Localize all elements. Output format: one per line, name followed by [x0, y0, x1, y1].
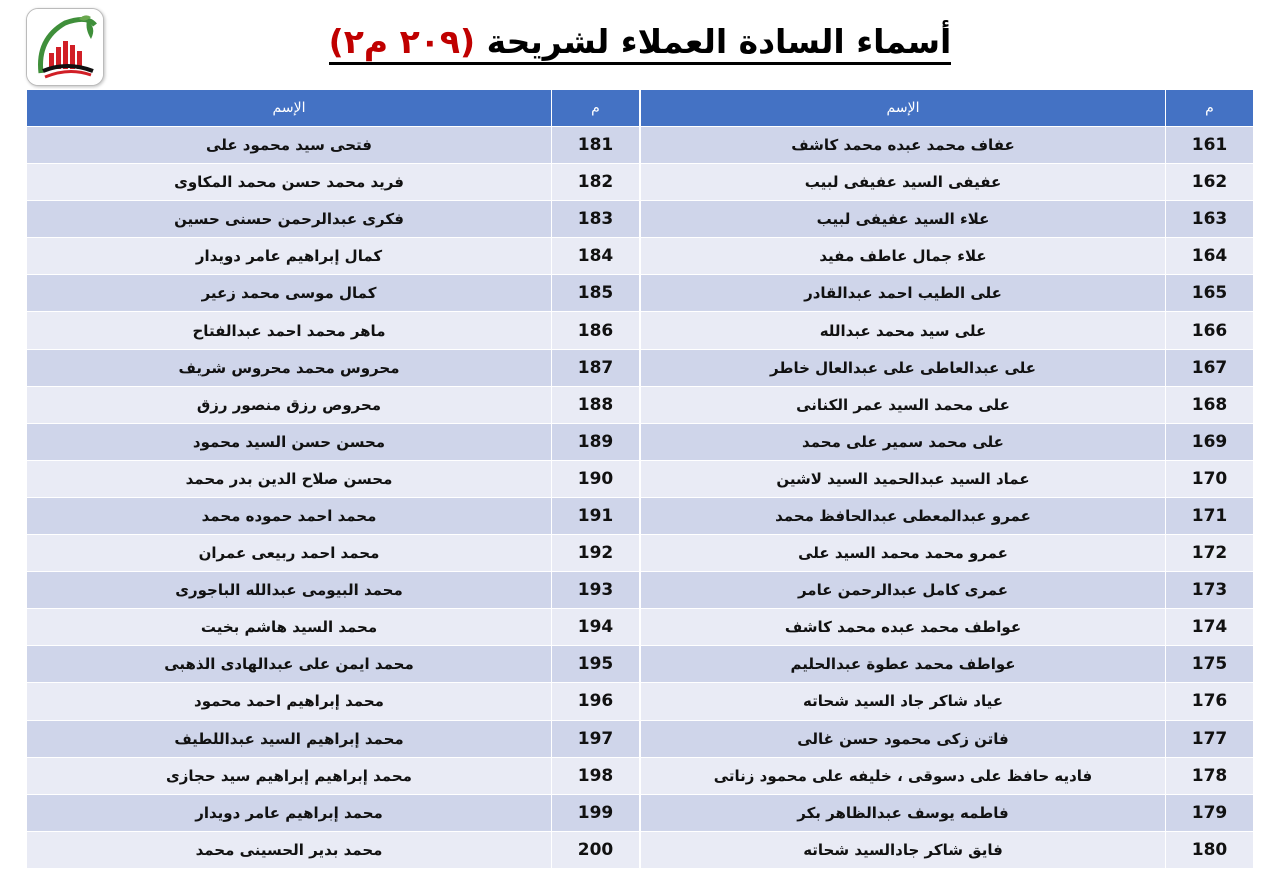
- row-number: 199: [552, 794, 640, 831]
- row-number: 165: [1166, 275, 1254, 312]
- table-header-row: [27, 90, 640, 127]
- row-number: 198: [552, 757, 640, 794]
- customer-name: محروص رزق منصور رزق: [27, 386, 552, 423]
- customer-name: محمد احمد حموده محمد: [27, 497, 552, 534]
- customer-name: علاء السيد عفيفى لبيب: [641, 201, 1166, 238]
- customer-name: محمد إبراهيم عامر دويدار: [27, 794, 552, 831]
- table-row: [27, 423, 640, 460]
- row-number: 196: [552, 683, 640, 720]
- table-row: [641, 386, 1254, 423]
- row-number: 184: [552, 238, 640, 275]
- row-number: 185: [552, 275, 640, 312]
- customer-name: على محمد سمير على محمد: [641, 423, 1166, 460]
- customer-name: على عبدالعاطى على عبدالعال خاطر: [641, 349, 1166, 386]
- row-number: 181: [552, 127, 640, 164]
- row-number: 192: [552, 535, 640, 572]
- customer-tables: [26, 89, 1254, 869]
- row-number: 193: [552, 572, 640, 609]
- row-number: 183: [552, 201, 640, 238]
- row-number: 177: [1166, 720, 1254, 757]
- customer-name: عماد السيد عبدالحميد السيد لاشين: [641, 460, 1166, 497]
- row-number: 178: [1166, 757, 1254, 794]
- table-row: [27, 201, 640, 238]
- column-header-number: م: [552, 90, 640, 127]
- title-segment: (٢٠٩ م٢): [328, 22, 476, 61]
- table-row: [641, 794, 1254, 831]
- row-number: 161: [1166, 127, 1254, 164]
- customer-name: فاطمه يوسف عبدالظاهر بكر: [641, 794, 1166, 831]
- row-number: 179: [1166, 794, 1254, 831]
- row-number: 172: [1166, 535, 1254, 572]
- table-header-row: [641, 90, 1254, 127]
- customer-name: محسن صلاح الدين بدر محمد: [27, 460, 552, 497]
- table-row: [641, 275, 1254, 312]
- row-number: 191: [552, 497, 640, 534]
- customer-name: عواطف محمد عطوة عبدالحليم: [641, 646, 1166, 683]
- table-row: [641, 831, 1254, 868]
- customer-name: فريد محمد حسن محمد المكاوى: [27, 164, 552, 201]
- customer-name: ماهر محمد احمد عبدالفتاح: [27, 312, 552, 349]
- customer-name: علاء جمال عاطف مفيد: [641, 238, 1166, 275]
- table-row: [27, 683, 640, 720]
- row-number: 167: [1166, 349, 1254, 386]
- customer-name: عواطف محمد عبده محمد كاشف: [641, 609, 1166, 646]
- row-number: 175: [1166, 646, 1254, 683]
- table-row: [641, 646, 1254, 683]
- table-row: [27, 349, 640, 386]
- customer-name: عمرو محمد محمد السيد على: [641, 535, 1166, 572]
- row-number: 187: [552, 349, 640, 386]
- customer-name: محمد إبراهيم السيد عبداللطيف: [27, 720, 552, 757]
- customer-name: فكرى عبدالرحمن حسنى حسين: [27, 201, 552, 238]
- customer-name: محمد احمد ربيعى عمران: [27, 535, 552, 572]
- table-row: [641, 572, 1254, 609]
- customer-name: عمرو عبدالمعطى عبدالحافظ محمد: [641, 497, 1166, 534]
- row-number: 171: [1166, 497, 1254, 534]
- row-number: 194: [552, 609, 640, 646]
- customer-name: فتحى سيد محمود على: [27, 127, 552, 164]
- table-row: [27, 757, 640, 794]
- row-number: 195: [552, 646, 640, 683]
- customer-name: عفيفى السيد عفيفى لبيب: [641, 164, 1166, 201]
- table-row: [27, 609, 640, 646]
- table-row: [641, 238, 1254, 275]
- row-number: 163: [1166, 201, 1254, 238]
- table-row: [641, 349, 1254, 386]
- row-number: 180: [1166, 831, 1254, 868]
- table-row: [27, 497, 640, 534]
- table-row: [641, 312, 1254, 349]
- table-row: [27, 275, 640, 312]
- table-row: [27, 164, 640, 201]
- customer-name: على الطيب احمد عبدالقادر: [641, 275, 1166, 312]
- customer-name: فاديه حافظ على دسوقى ، خليفه على محمود زناتى: [641, 757, 1166, 794]
- table-row: [27, 386, 640, 423]
- customer-name: محروس محمد محروس شريف: [27, 349, 552, 386]
- row-number: 186: [552, 312, 640, 349]
- customer-name: محمد البيومى عبدالله الباجورى: [27, 572, 552, 609]
- row-number: 168: [1166, 386, 1254, 423]
- column-header-number: م: [1166, 90, 1254, 127]
- table-row: [27, 238, 640, 275]
- table-row: [27, 572, 640, 609]
- customer-name: عمرى كامل عبدالرحمن عامر: [641, 572, 1166, 609]
- customer-name: محمد بدير الحسينى محمد: [27, 831, 552, 868]
- customer-name: كمال إبراهيم عامر دويدار: [27, 238, 552, 275]
- row-number: 166: [1166, 312, 1254, 349]
- table-row: [27, 720, 640, 757]
- table-row: [641, 497, 1254, 534]
- customer-name: عياد شاكر جاد السيد شحاته: [641, 683, 1166, 720]
- table-row: [641, 201, 1254, 238]
- row-number: 173: [1166, 572, 1254, 609]
- table-row: [27, 460, 640, 497]
- row-number: 190: [552, 460, 640, 497]
- table-row: [27, 646, 640, 683]
- customer-name: عفاف محمد عبده محمد كاشف: [641, 127, 1166, 164]
- row-number: 174: [1166, 609, 1254, 646]
- row-number: 170: [1166, 460, 1254, 497]
- table-row: [641, 609, 1254, 646]
- customer-name: كمال موسى محمد زعير: [27, 275, 552, 312]
- customer-name: محمد السيد هاشم بخيت: [27, 609, 552, 646]
- page-title: [0, 18, 1280, 66]
- customer-name: محسن حسن السيد محمود: [27, 423, 552, 460]
- table-row: [27, 794, 640, 831]
- table-row: [27, 535, 640, 572]
- customer-name: على محمد السيد عمر الكنانى: [641, 386, 1166, 423]
- row-number: 169: [1166, 423, 1254, 460]
- table-row: [27, 127, 640, 164]
- column-header-name: الإسم: [27, 90, 552, 127]
- title-main: أسماء السادة العملاء لشريحة: [486, 22, 952, 61]
- row-number: 189: [552, 423, 640, 460]
- row-number: 164: [1166, 238, 1254, 275]
- table-row: [27, 831, 640, 868]
- row-number: 188: [552, 386, 640, 423]
- row-number: 200: [552, 831, 640, 868]
- table-row: [27, 312, 640, 349]
- table-row: [641, 423, 1254, 460]
- table-row: [641, 460, 1254, 497]
- row-number: 162: [1166, 164, 1254, 201]
- customer-name: محمد إبراهيم احمد محمود: [27, 683, 552, 720]
- customer-name: فايق شاكر جادالسيد شحاته: [641, 831, 1166, 868]
- customer-name: على سيد محمد عبدالله: [641, 312, 1166, 349]
- customer-name: محمد إبراهيم إبراهيم سيد حجازى: [27, 757, 552, 794]
- table-row: [641, 535, 1254, 572]
- row-number: 176: [1166, 683, 1254, 720]
- table-row: [641, 720, 1254, 757]
- customer-name: محمد ايمن على عبدالهادى الذهبى: [27, 646, 552, 683]
- column-header-name: الإسم: [641, 90, 1166, 127]
- table-row: [641, 164, 1254, 201]
- table-row: [641, 683, 1254, 720]
- customer-table-left: [26, 89, 640, 869]
- customer-table-right: [640, 89, 1254, 869]
- row-number: 197: [552, 720, 640, 757]
- row-number: 182: [552, 164, 640, 201]
- customer-name: فاتن زكى محمود حسن غالى: [641, 720, 1166, 757]
- table-row: [641, 127, 1254, 164]
- table-row: [641, 757, 1254, 794]
